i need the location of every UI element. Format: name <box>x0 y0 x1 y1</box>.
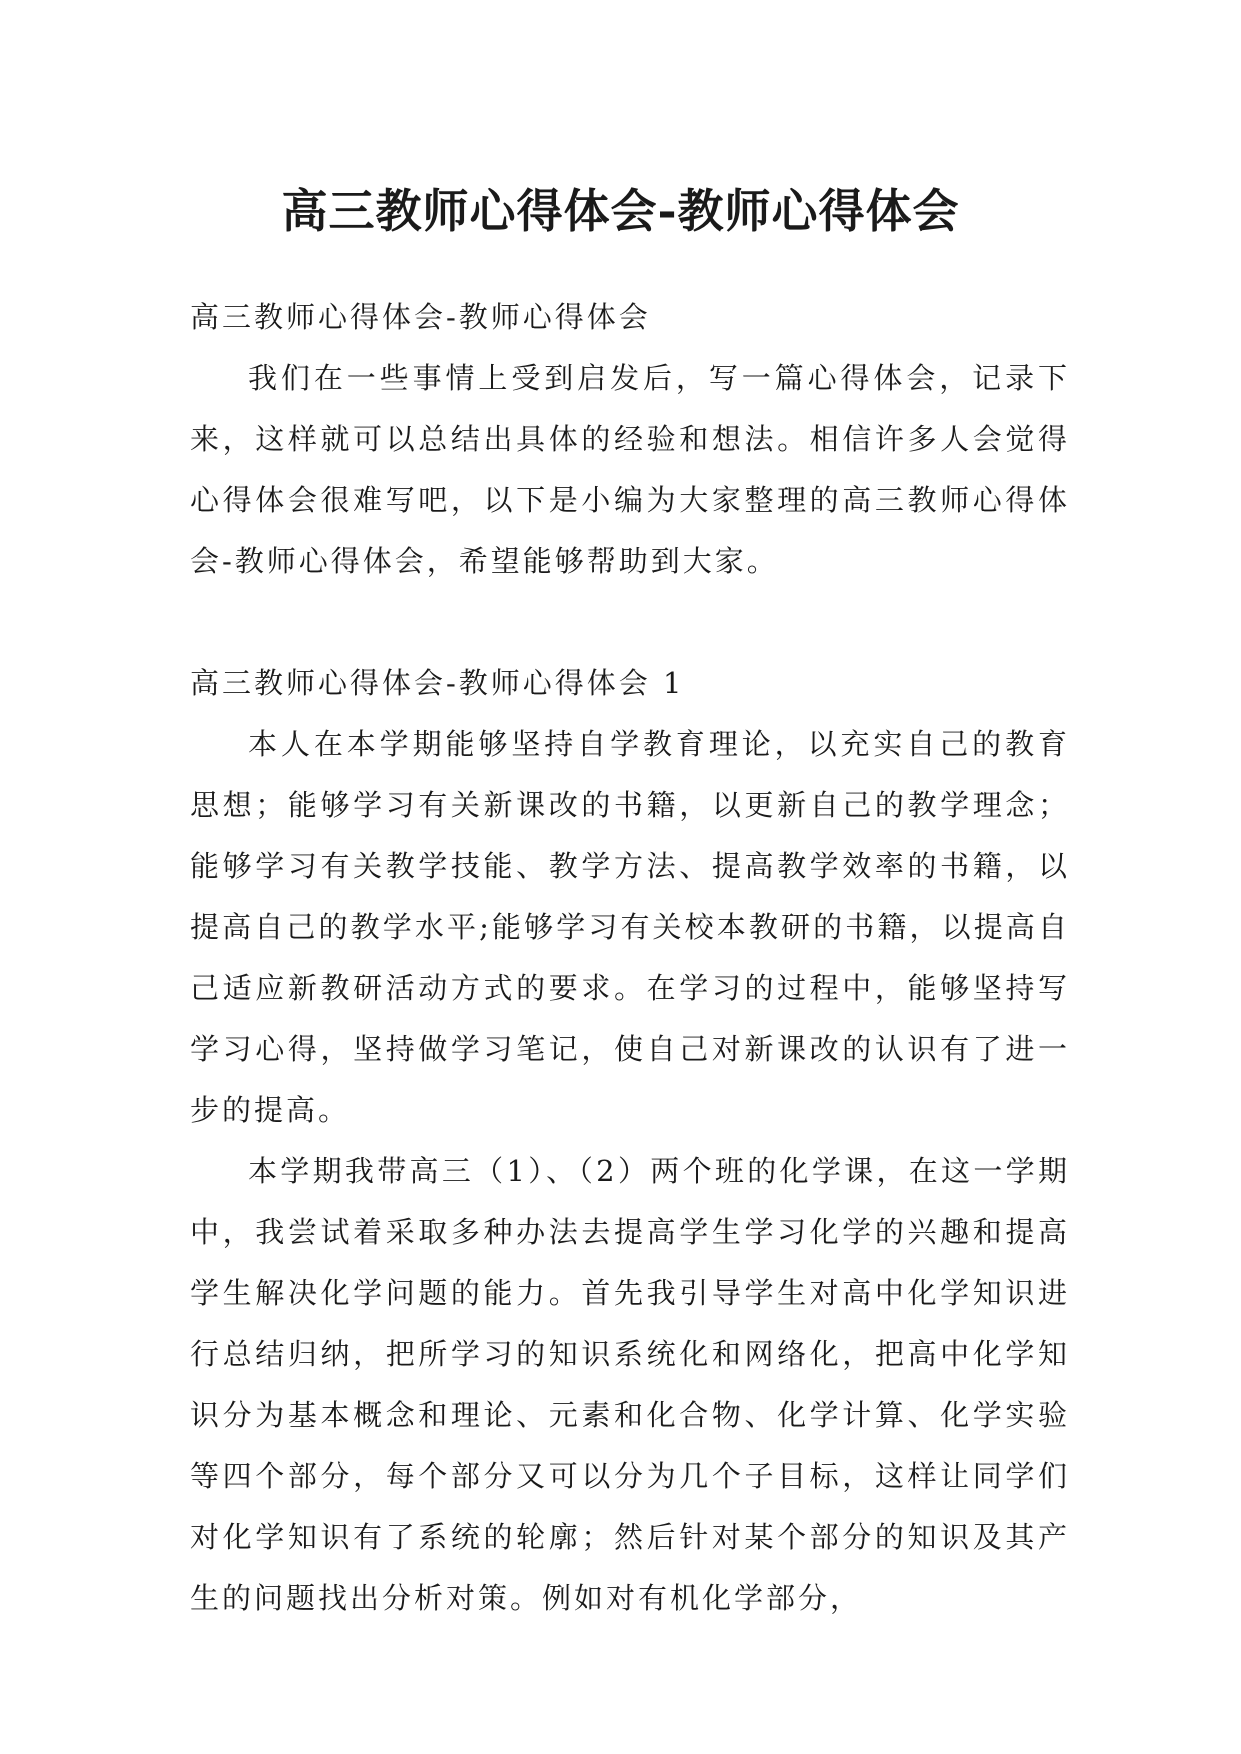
intro-paragraph: 我们在一些事情上受到启发后，写一篇心得体会，记录下来，这样就可以总结出具体的经验和想法。相信许多人会觉得心得体会很难写吧，以下是小编为大家整理的高三教师心得体会-教师心得体会，希望能够帮助到大家。 <box>190 361 1070 578</box>
document-body <box>190 287 1070 1629</box>
section-spacer <box>190 592 1070 653</box>
document-title: 高三教师心得体会-教师心得体会 <box>281 183 960 238</box>
body-paragraph: 本学期我带高三（1）、（2）两个班的化学课，在这一学期中，我尝试着采取多种办法去提高学生学习化学的兴趣和提高学生解决化学问题的能力。首先我引导学生对高中化学知识进行总结归纳，把所学习的知识系统化和网络化，把高中化学知识分为基本概念和理论、元素和化合物、化学计算、化学实验等四个部分，每个部分又可以分为几个子目标，这样让同学们对化学知识有了系统的轮廓；然后针对某个部分的知识及其产生的问题找出分析对策。例如对有机化学部分， <box>190 1154 1070 1615</box>
section-heading: 高三教师心得体会-教师心得体会 1 <box>190 666 685 700</box>
body-paragraph: 本人在本学期能够坚持自学教育理论，以充实自己的教育思想；能够学习有关新课改的书籍，以更新自己的教学理念；能够学习有关教学技能、教学方法、提高教学效率的书籍，以提高自己的教学水平;能够学习有关校本教研的书籍，以提高自己适应新教研活动方式的要求。在学习的过程中，能够坚持写学习心得，坚持做学习笔记，使自己对新课改的认识有了进一步的提高。 <box>190 727 1070 1127</box>
intro-heading: 高三教师心得体会-教师心得体会 <box>190 300 651 334</box>
